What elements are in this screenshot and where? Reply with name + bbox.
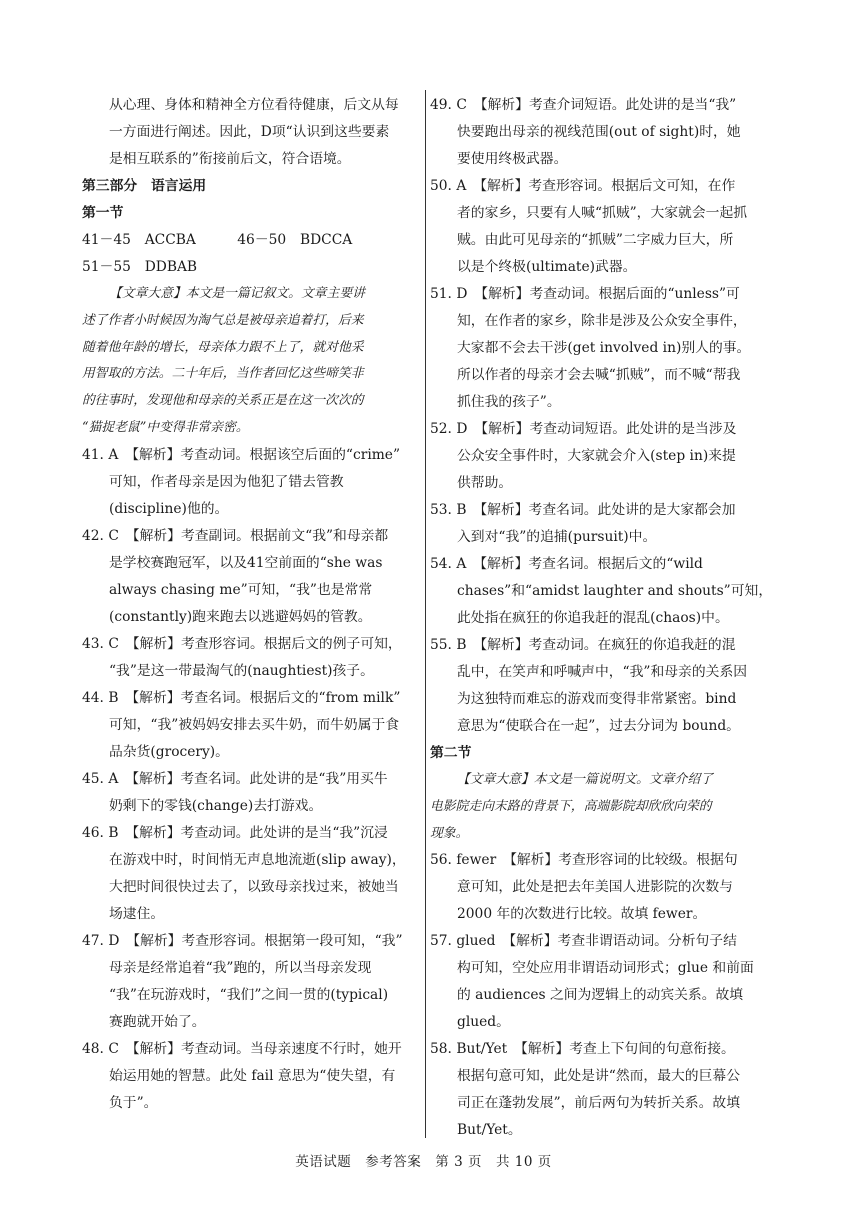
text-line: (discipline)他的。 [109,500,229,517]
text-line: (constantly)跑来跑去以逃避妈妈的管教。 [109,608,372,625]
text-line: always chasing me”可知，“我”也是常常 [109,581,373,598]
text-line: 一方面进行阐述。因此，D项“认识到这些要素 [109,124,390,140]
summary-line: “猫捉老鼠”中变得非常亲密。 [82,419,249,435]
summary-line: 【文章大意】本文是一篇记叙文。文章主要讲 [109,286,365,301]
text-line: 的 audiences 之间为逻辑上的动宾关系。故填 [457,987,744,1004]
text-line: 48. C 【解析】考查动词。当母亲速度不行时，她开 [82,1040,402,1057]
text-line: 57. glued 【解析】考查非谓语动词。分析句子结 [430,933,737,950]
left-column [82,92,420,1117]
text-line: “我”在玩游戏时，“我们”之间一贯的(typical) [109,986,389,1003]
text-line: 要使用终极武器。 [457,151,568,167]
text-line: 可知，作者母亲是因为他犯了错去管教 [109,473,344,490]
text-line: 51－55 DDBAB [82,259,198,275]
section-heading: 第二节 [430,745,472,761]
text-line: 负于”。 [109,1094,158,1111]
summary-line: 述了作者小时候因为淘气总是被母亲追着打，后来 [82,312,364,328]
text-line: 所以作者的母亲才会去喊“抓贼”，而不喊“帮我 [457,367,741,383]
summary-line: 用智取的方法。二十年后，当作者回忆这些啼笑非 [82,366,364,382]
summary-line: 【文章大意】本文是一篇说明文。文章介绍了 [457,772,713,787]
text-line: 41－45 ACCBA 46－50 BDCCA [82,232,353,248]
text-line: 大把时间很快过去了，以致母亲找过来，被她当 [109,878,399,895]
text-line: glued。 [457,1014,510,1031]
text-line: 以是个终极(ultimate)武器。 [457,259,637,275]
summary-line: 的往事时，发现他和母亲的关系正是在这一次次的 [82,393,364,409]
text-line: 是相互联系的”衔接前后文，符合语境。 [109,151,351,167]
summary-line: 电影院走向末路的背景下，高端影院却欣欣向荣的 [430,798,712,814]
section-heading: 第三部分 语言运用 [82,178,207,194]
text-line: 50. A 【解析】考查形容词。根据后文可知，在作 [430,178,736,194]
text-line: 46. B 【解析】考查动词。此处讲的是当“我”沉浸 [82,824,388,841]
text-line: 意可知，此处是把去年美国人进影院的次数与 [457,879,733,896]
text-line: 43. C 【解析】考查形容词。根据后文的例子可知， [82,635,402,652]
text-line: 入到对“我”的追捕(pursuit)中。 [457,529,657,545]
text-line: 49. C 【解析】考查介词短语。此处讲的是当“我” [430,97,737,113]
text-line: 者的家乡，只要有人喊“抓贼”，大家就会一起抓 [457,205,748,221]
text-line: 44. B 【解析】考查名词。根据后文的“from milk” [82,689,401,706]
text-line: 此处指在疯狂的你追我赶的混乱(chaos)中。 [457,610,729,626]
text-line: 从心理、身体和精神全方位看待健康，后文从每 [109,97,399,113]
text-line: 2000 年的次数进行比较。故填 fewer。 [457,906,707,923]
text-line: 是学校赛跑冠军，以及41空前面的“she was [109,554,383,571]
text-line: 可知，“我”被妈妈安排去买牛奶，而牛奶属于食 [109,716,400,733]
text-line: 母亲是经常追着“我”跑的，所以当母亲发现 [109,959,372,976]
text-line: 56. fewer 【解析】考查形容词的比较级。根据句 [430,852,738,869]
page-footer: 英语试题 参考答案 第 3 页 共 10 页 [295,1154,552,1170]
text-line: 司正在蓬勃发展”，前后两句为转折关系。故填 [457,1095,740,1112]
right-column [430,92,773,1144]
text-line: 构可知，空处应用非谓语动词形式；glue 和前面 [457,960,754,977]
text-line: 45. A 【解析】考查名词。此处讲的是“我”用买牛 [82,770,388,787]
summary-line: 随着他年龄的增长，母亲体力跟不上了，就对他采 [82,339,364,355]
text-line: 快要跑出母亲的视线范围(out of sight)时，她 [457,124,741,140]
text-line: 意思为“使联合在一起”，过去分词为 bound。 [457,718,740,734]
text-line: 55. B 【解析】考查动词。在疯狂的你追我赶的混 [430,637,736,653]
column-divider [425,90,426,1138]
text-line: 58. But/Yet 【解析】考查上下句间的句意衔接。 [430,1041,735,1058]
text-line: 47. D 【解析】考查形容词。根据第一段可知，“我” [82,932,403,949]
text-line: 品杂货(grocery)。 [109,743,229,760]
text-line: 始运用她的智慧。此处 fail 意思为“使失望，有 [109,1067,396,1084]
summary-line: 现象。 [430,825,469,841]
text-line: 52. D 【解析】考查动词短语。此处讲的是当涉及 [430,421,737,437]
text-line: 在游戏中时，时间悄无声息地流逝(slip away)， [109,851,406,868]
text-line: 根据句意可知，此处是讲“然而，最大的巨幕公 [457,1068,740,1085]
text-line: 场逮住。 [109,905,165,922]
text-line: 公众安全事件时，大家就会介入(step in)来提 [457,448,736,464]
text-line: “我”是这一带最淘气的(naughtiest)孩子。 [109,662,374,679]
text-line: 51. D 【解析】考查动词。根据后面的“unless”可 [430,286,740,302]
text-line: 奶剩下的零钱(change)去打游戏。 [109,797,323,814]
section-heading: 第一节 [82,205,124,221]
text-line: 乱中，在笑声和呼喊声中，“我”和母亲的关系因 [457,664,748,680]
text-line: 赛跑就开始了。 [109,1013,206,1030]
text-line: 抓住我的孩子”。 [457,394,561,410]
text-line: 53. B 【解析】考查名词。此处讲的是大家都会加 [430,502,736,518]
text-line: 知，在作者的家乡，除非是涉及公众安全事件， [457,313,747,329]
text-line: 贼。由此可见母亲的“抓贼”二字威力巨大，所 [457,232,734,248]
text-line: 为这独特而难忘的游戏而变得非常紧密。bind [457,691,737,707]
text-line: chases”和“amidst laughter and shouts”可知， [457,583,773,599]
text-line: 供帮助。 [457,475,513,491]
text-line: 54. A 【解析】考查名词。根据后文的“wild [430,556,703,572]
text-line: 41. A 【解析】考查动词。根据该空后面的“crime” [82,446,401,463]
text-line: 大家都不会去干涉(get involved in)别人的事。 [457,340,751,356]
text-line: But/Yet。 [457,1122,522,1139]
text-line: 42. C 【解析】考查副词。根据前文“我”和母亲都 [82,527,389,544]
